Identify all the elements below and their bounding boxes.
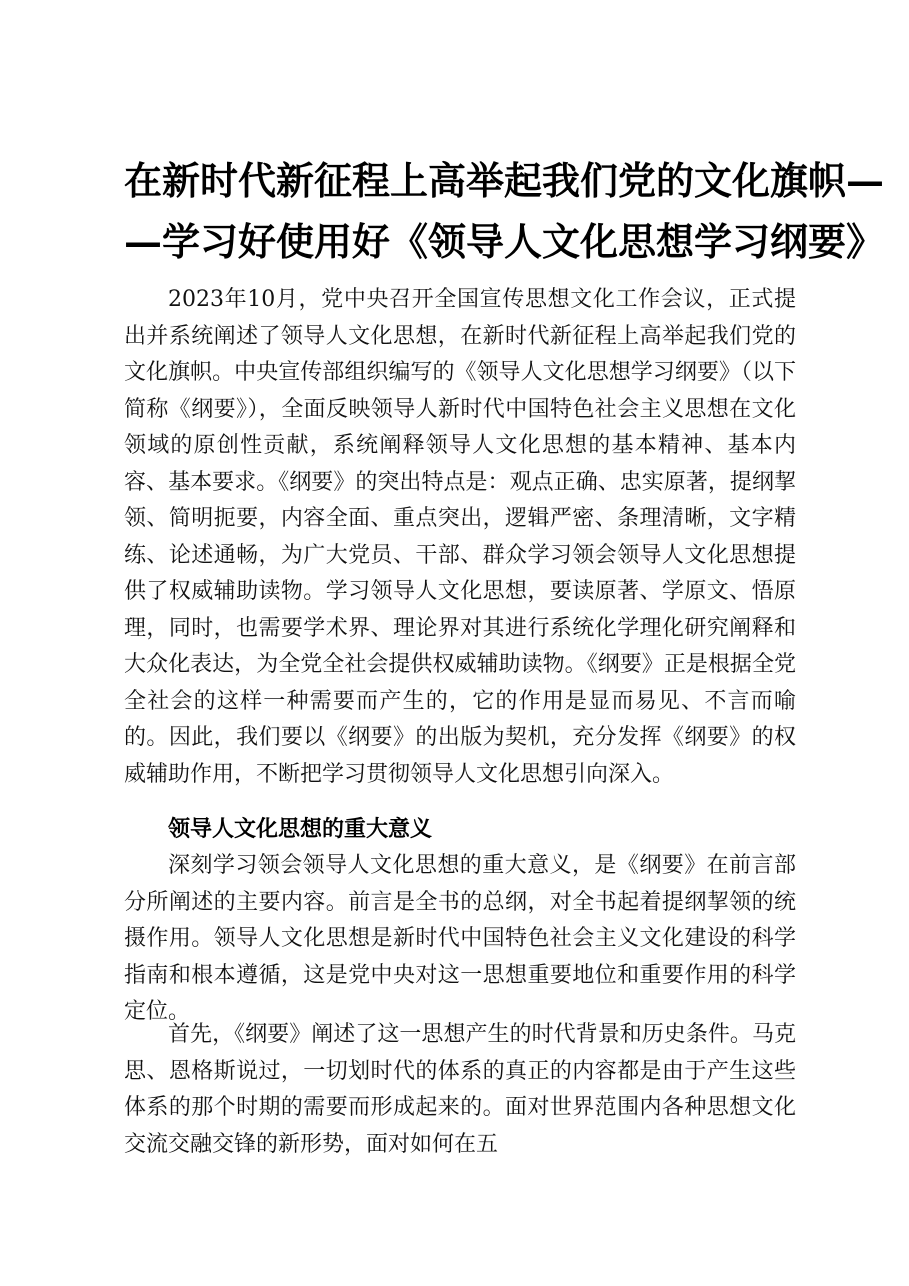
body-paragraph: 2023年10月，党中央召开全国宣传思想文化工作会议，正式提出并系统阐述了领导人文化思想，在新时代新征程上高举起我们党的文化旗帜。中央宣传部组织编写的《领导人文化思想学习纲要》（以下简称《纲要》），全面反映领导人新时代中国特色社会主义思想在文化领域的原创性贡献，系统阐释领导人文化思想的基本精神、基本内容、基本要求。《纲要》的突出特点是：观点正确、忠实原著，提纲挈领、简明扼要，内容全面、重点突出，逻辑严密、条理清晰，文字精练、论述通畅，为广大党员、干部、群众学习领会领导人文化思想提供了权威辅助读物。学习领导人文化思想，要读原著、学原文、悟原理，同时，也需要学术界、理论界对其进行系统化学理化研究阐释和大众化表达，为全党全社会提供权威辅助读物。《纲要》正是根据全党全社会的这样一种需要而产生的，它的作用是显而易见、不言而喻的。因此，我们要以《纲要》的出版为契机，充分发挥《纲要》的权威辅助作用，不断把学习贯彻领导人文化思想引向深入。	[124, 287, 796, 787]
document-title-line-2: —学习好使用好《领导人文化思想学习纲要》	[124, 219, 885, 264]
significance-section	[124, 848, 796, 1031]
section-heading: 领导人文化思想的重大意义	[168, 817, 433, 842]
document-title-line-1: 在新时代新征程上高举起我们党的文化旗帜—	[124, 158, 885, 203]
body-paragraph: 首先，《纲要》阐述了这一思想产生的时代背景和历史条件。马克思、恩格斯说过，一切划时代的体系的真正的内容都是由于产生这些体系的那个时期的需要而形成起来的。面对世界范围内各种思想文化交流交融交锋的新形势，面对如何在五	[124, 1022, 796, 1157]
background-section	[124, 1017, 796, 1163]
body-paragraph: 深刻学习领会领导人文化思想的重大意义，是《纲要》在前言部分所阐述的主要内容。前言是全书的总纲，对全书起着提纲挈领的统摄作用。领导人文化思想是新时代中国特色社会主义文化建设的科学指南和根本遵循，这是党中央对这一思想重要地位和重要作用的科学定位。	[124, 853, 796, 1024]
intro-section	[124, 282, 796, 793]
